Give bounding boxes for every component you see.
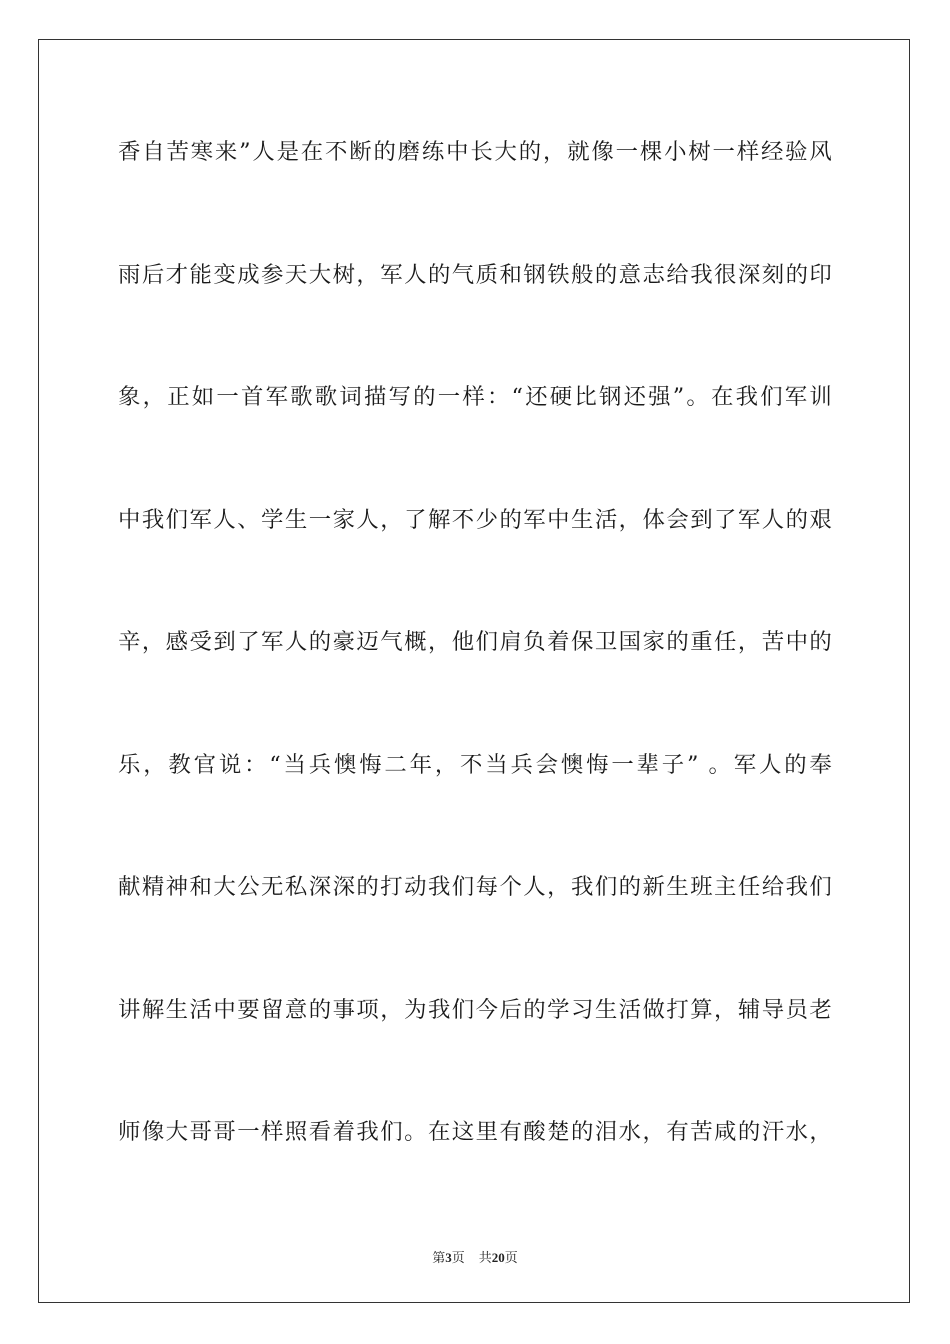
text-line: 中我们军人、学生一家人，了解不少的军中生活，体会到了军人的艰 [118, 506, 832, 533]
text-line: 讲解生活中要留意的事项，为我们今后的学习生活做打算，辅导员老 [118, 996, 832, 1023]
text-line: 象，正如一首军歌歌词描写的一样：“还硬比钢还强”。在我们军训 [118, 384, 832, 410]
text-line: 师像大哥哥一样照看着我们。在这里有酸楚的泪水，有苦咸的汗水， [118, 1119, 832, 1145]
text-line: 辛，感受到了军人的豪迈气概，他们肩负着保卫国家的重任，苦中的 [118, 629, 832, 655]
text-line: 乐，教官说：“当兵懊悔二年，不当兵会懊悔一辈子” 。军人的奉 [118, 751, 832, 778]
page-number-label: 第3页 [432, 1250, 465, 1266]
current-page-number: 3 [445, 1250, 452, 1265]
total-page-count: 20 [491, 1250, 505, 1265]
text-line: 雨后才能变成参天大树，军人的气质和钢铁般的意志给我很深刻的印 [118, 261, 832, 288]
document-body [118, 126, 832, 1229]
text-line: 献精神和大公无私深深的打动我们每个人，我们的新生班主任给我们 [118, 874, 832, 900]
total-pages-label: 共20页 [478, 1250, 518, 1266]
text-line: 香自苦寒来”人是在不断的磨练中长大的，就像一棵小树一样经验风 [118, 139, 832, 165]
page-footer [0, 1247, 950, 1266]
